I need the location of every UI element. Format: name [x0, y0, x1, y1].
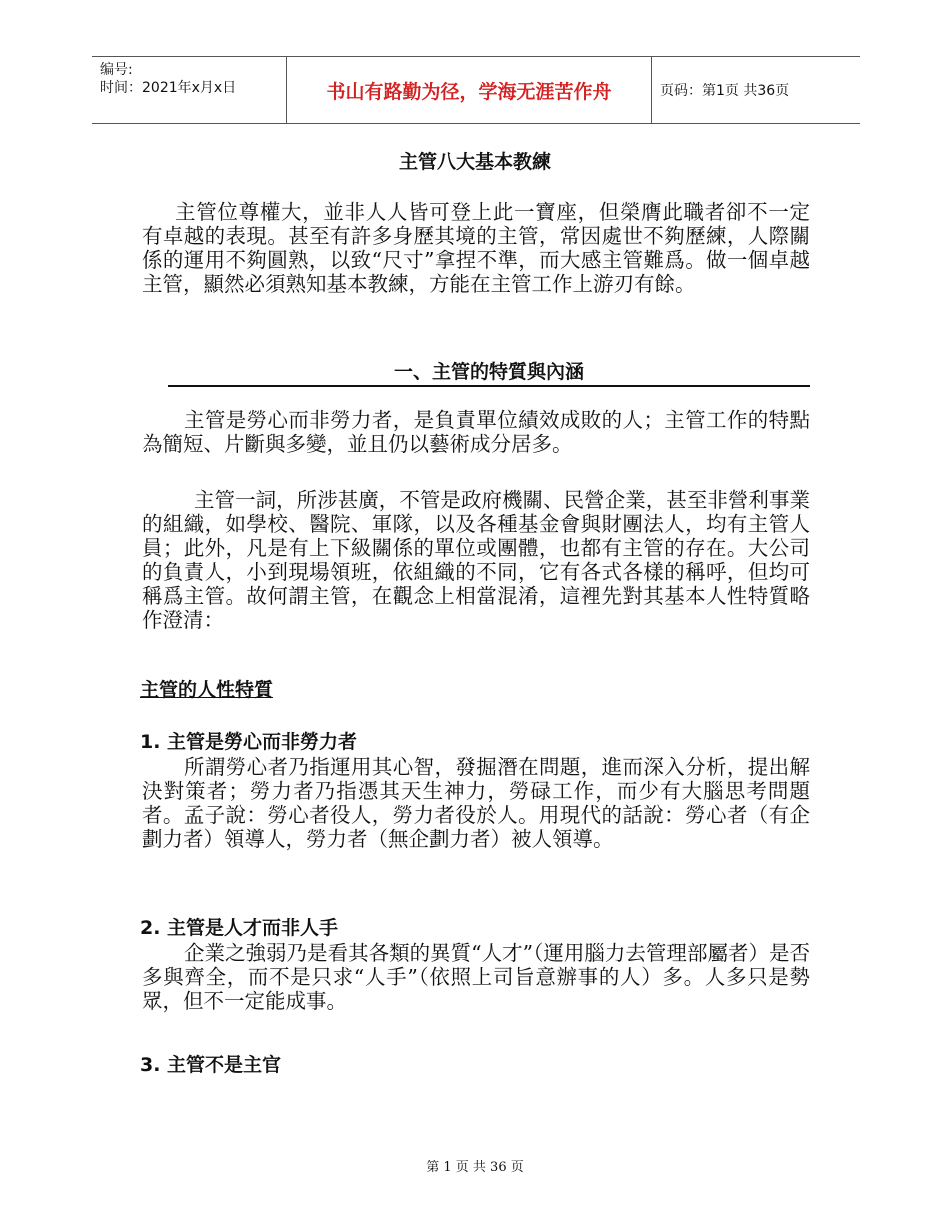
intro-paragraph: 主管位尊權大，並非人人皆可登上此一寶座，但榮膺此職者卻不一定有卓越的表現。甚至有許多身歷其境的主管，常因處世不夠歷練，人際關係的運用不夠圓熟，以致“尺寸”拿捏不準，而大感主管難爲。做一個卓越主管，顯然必須熟知基本教練，方能在主管工作上游刃有餘。 [142, 200, 810, 296]
header-motto-cell [286, 57, 652, 123]
page-header [92, 56, 860, 124]
item-2-text: 企業之強弱乃是看其各類的異質“人才”（運用腦力去管理部屬者）是否多與齊全，而不是只求“人手”（依照上司旨意辦事的人）多。人多只是勢眾，但不一定能成事。 [142, 941, 810, 1013]
header-motto: 书山有路勤为径，学海无涯苦作舟 [326, 80, 612, 103]
doc-time: 时间：2021年x月x日 [100, 80, 237, 96]
subheading-traits: 主管的人性特質 [140, 679, 274, 701]
doc-number-label: 编号: [100, 62, 133, 78]
paragraph-3: 主管一詞，所涉甚廣，不管是政府機關、民營企業，甚至非營利事業的組織，如學校、醫院、軍隊，以及各種基金會與財團法人，均有主管人員；此外，凡是有上下級關係的單位或團體，也都有主管的存在。大公司的負責人，小到現場領班，依組織的不同，它有各式各樣的稱呼，但均可稱爲主管。故何謂主管，在觀念上相當混淆，這裡先對其基本人性特質略作澄清： [142, 488, 810, 632]
document-title: 主管八大基本教練 [398, 151, 551, 173]
header-meta [92, 57, 286, 123]
item-3-heading: 3. 主管不是主官 [140, 1054, 282, 1076]
page-footer: 第 1 页 共 36 页 [426, 1160, 524, 1175]
item-2-heading: 2. 主管是人才而非人手 [140, 917, 339, 939]
section-heading-1: 一、主管的特質與內涵 [168, 357, 810, 387]
header-page-info: 页码：第1页 共36页 [660, 83, 790, 99]
item-1-heading: 1. 主管是勞心而非勞力者 [140, 731, 358, 753]
item-1-text: 所謂勞心者乃指運用其心智，發掘潛在問題，進而深入分析，提出解決對策者；勞力者乃指憑其天生神力，勞碌工作，而少有大腦思考問題者。孟子說：勞心者役人，勞力者役於人。用現代的話說：勞心者（有企劃力者）領導人，勞力者（無企劃力者）被人領導。 [142, 755, 810, 851]
paragraph-2: 主管是勞心而非勞力者，是負責單位績效成敗的人；主管工作的特點為簡短、片斷與多變，並且仍以藝術成分居多。 [142, 408, 810, 456]
